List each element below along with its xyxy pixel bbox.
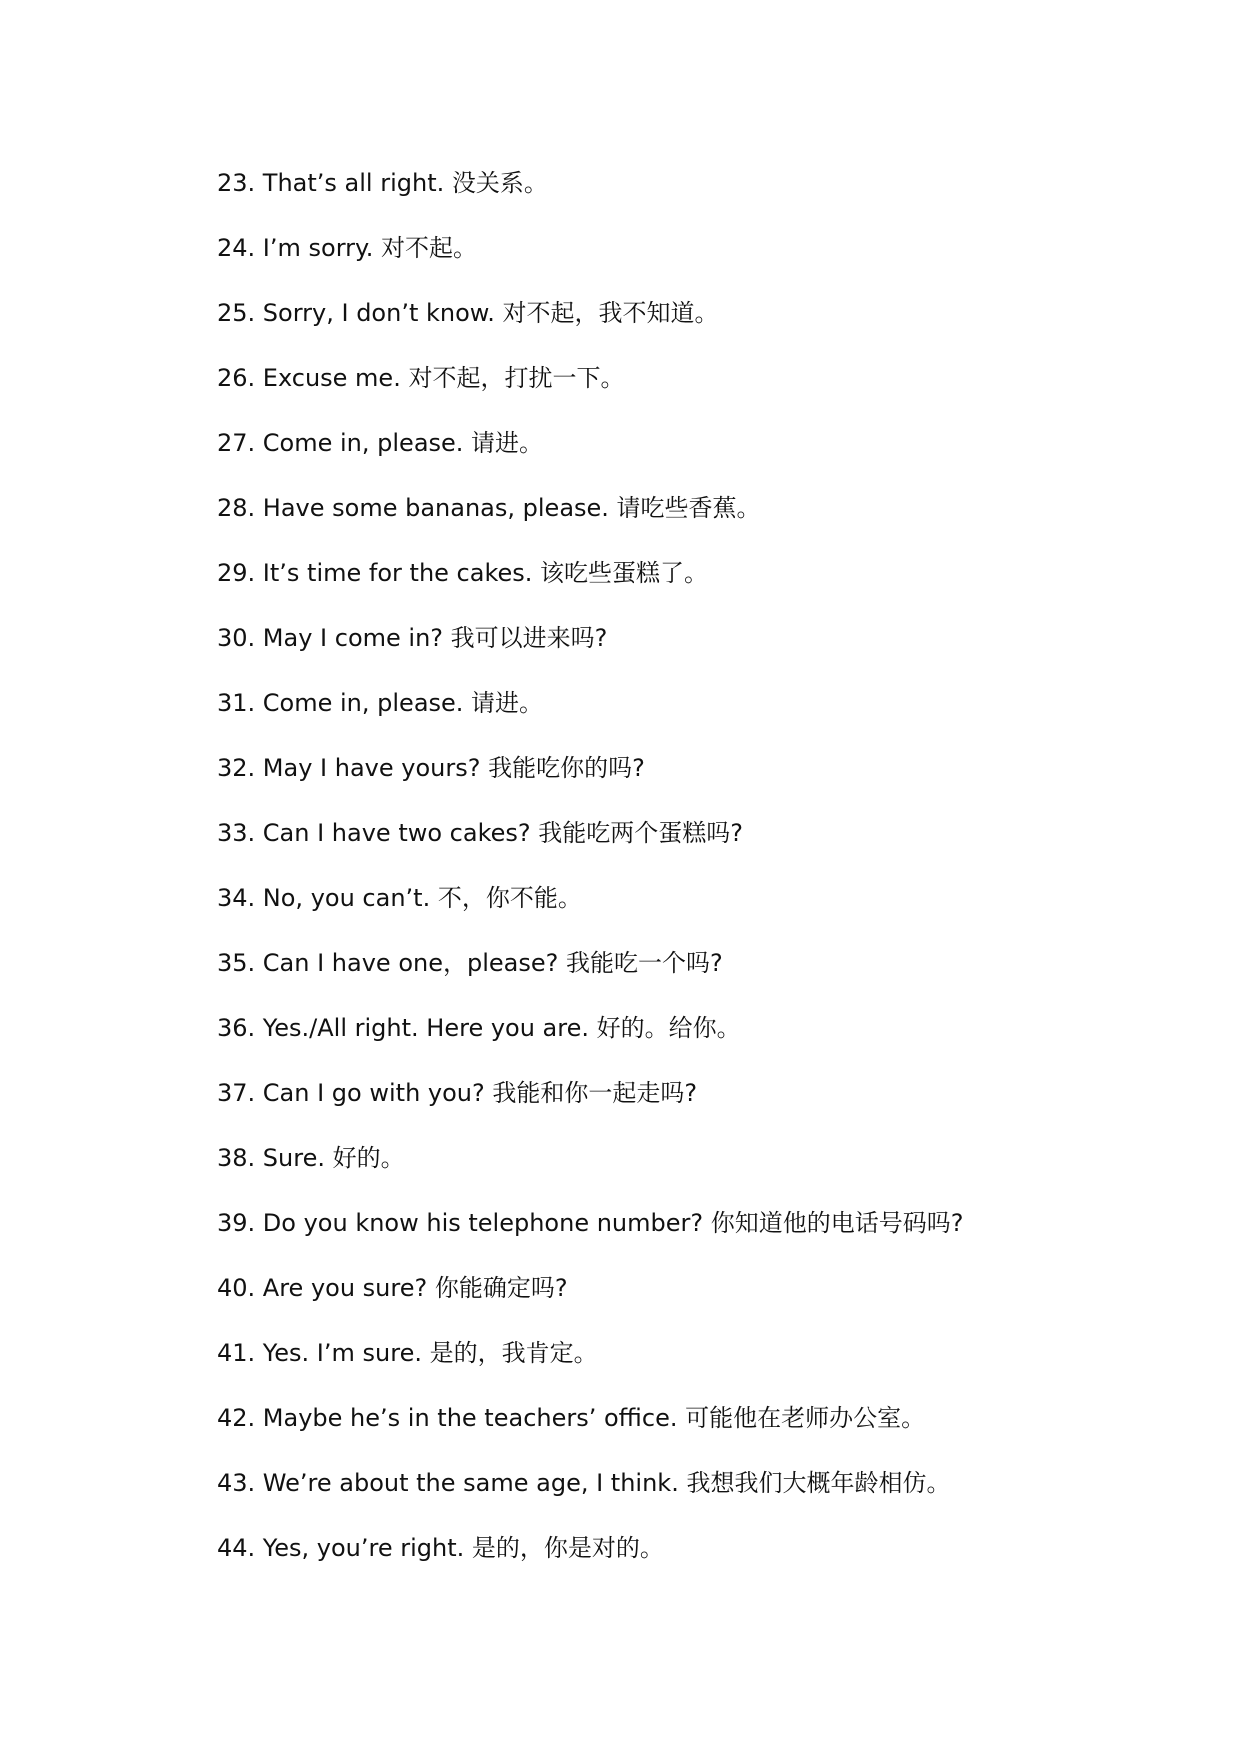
phrase-line: 25. Sorry, I don’t know. 对不起，我不知道。	[217, 299, 719, 327]
phrase-line: 35. Can I have one，please? 我能吃一个吗?	[217, 949, 723, 977]
phrase-line: 27. Come in, please. 请进。	[217, 429, 544, 457]
phrase-line: 34. No, you can’t. 不，你不能。	[217, 884, 582, 912]
phrase-line: 23. That’s all right. 没关系。	[217, 169, 548, 197]
phrase-line: 43. We’re about the same age, I think. 我想我们大概年龄相仿。	[217, 1469, 951, 1497]
phrase-line: 39. Do you know his telephone number? 你知道他的电话号码吗?	[217, 1209, 964, 1237]
phrase-line: 38. Sure. 好的。	[217, 1144, 405, 1172]
phrase-line: 32. May I have yours? 我能吃你的吗?	[217, 754, 645, 782]
phrase-line: 30. May I come in? 我可以进来吗?	[217, 624, 608, 652]
phrase-line: 26. Excuse me. 对不起，打扰一下。	[217, 364, 625, 392]
phrase-list	[217, 160, 1217, 1590]
phrase-line: 42. Maybe he’s in the teachers’ office. 可能他在老师办公室。	[217, 1404, 926, 1432]
phrase-line: 37. Can I go with you? 我能和你一起走吗?	[217, 1079, 698, 1107]
phrase-line: 36. Yes./All right. Here you are. 好的。给你。	[217, 1014, 741, 1042]
phrase-line: 44. Yes, you’re right. 是的，你是对的。	[217, 1534, 664, 1562]
phrase-line: 31. Come in, please. 请进。	[217, 689, 544, 717]
phrase-line: 41. Yes. I’m sure. 是的，我肯定。	[217, 1339, 598, 1367]
phrase-line: 33. Can I have two cakes? 我能吃两个蛋糕吗?	[217, 819, 743, 847]
phrase-line: 28. Have some bananas, please. 请吃些香蕉。	[217, 494, 761, 522]
phrase-line: 24. I’m sorry. 对不起。	[217, 234, 478, 262]
phrase-line: 29. It’s time for the cakes. 该吃些蛋糕了。	[217, 559, 709, 587]
phrase-line: 40. Are you sure? 你能确定吗?	[217, 1274, 568, 1302]
